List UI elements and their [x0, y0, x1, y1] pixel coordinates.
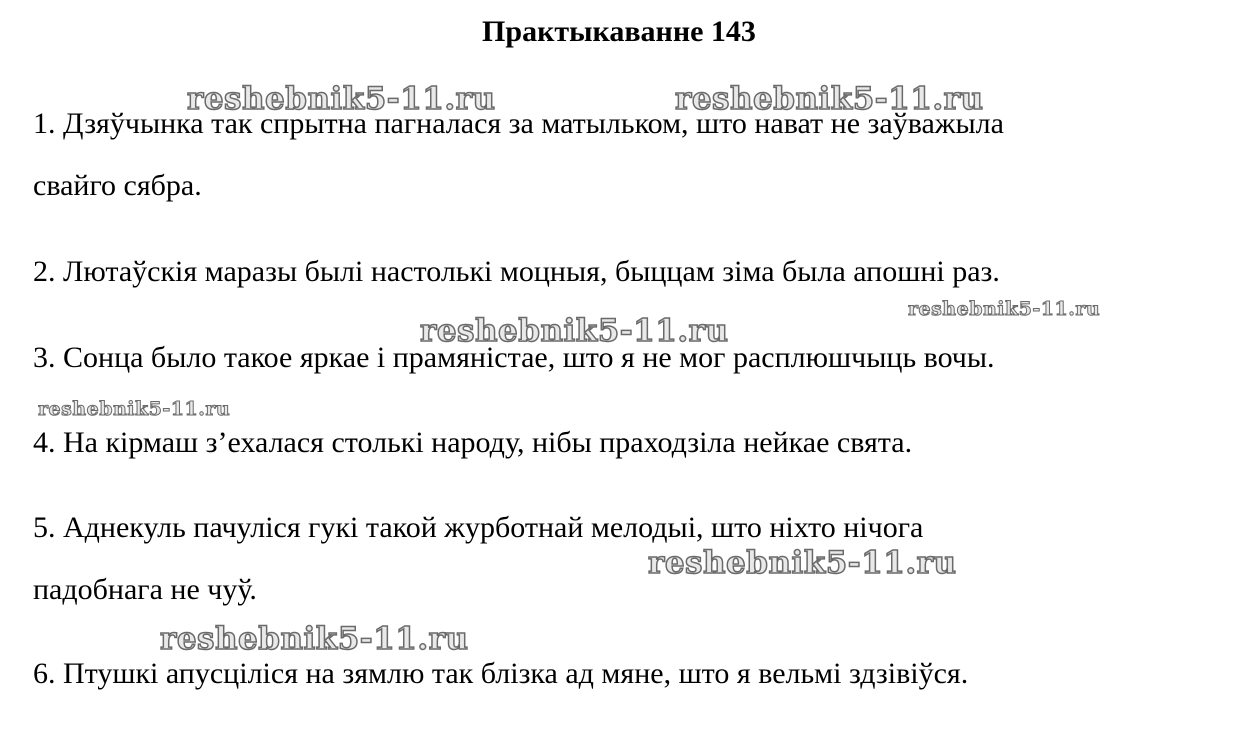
- item-2-line-1: 2. Лютаўскія маразы былі настолькі моцныя, быццам зіма была апошні раз.: [33, 255, 1000, 288]
- item-6-line-1: 6. Птушкі апусціліся на зямлю так блізка ад мяне, што я вельмі здзівіўся.: [33, 657, 969, 690]
- watermark-stamp: reshebnik5-11.ru: [648, 545, 957, 581]
- item-1-line-2: свайго сябра.: [33, 169, 202, 202]
- item-3-line-1: 3. Сонца было такое яркае і прамяністае, што я не мог расплюшчыць вочы.: [33, 341, 995, 374]
- page-title: Практыкаванне 143: [482, 15, 756, 48]
- watermark-stamp: reshebnik5-11.ru: [160, 621, 469, 657]
- watermark-stamp: reshebnik5-11.ru: [38, 398, 231, 420]
- watermark-stamp: reshebnik5-11.ru: [675, 81, 984, 117]
- watermark-stamp: reshebnik5-11.ru: [908, 298, 1101, 320]
- item-1-line-1: 1. Дзяўчынка так спрытна пагналася за матыльком, што нават не заўважыла: [33, 107, 1004, 140]
- watermark-stamp: reshebnik5-11.ru: [187, 81, 496, 117]
- item-5-line-1: 5. Аднекуль пачуліся гукі такой журботнай мелодыі, што ніхто нічога: [33, 511, 924, 544]
- item-4-line-1: 4. На кірмаш з’ехалася столькі народу, нібы праходзіла нейкае свята.: [33, 426, 913, 459]
- watermark-stamp: reshebnik5-11.ru: [420, 313, 729, 349]
- item-5-line-2: падобнага не чуў.: [33, 573, 257, 606]
